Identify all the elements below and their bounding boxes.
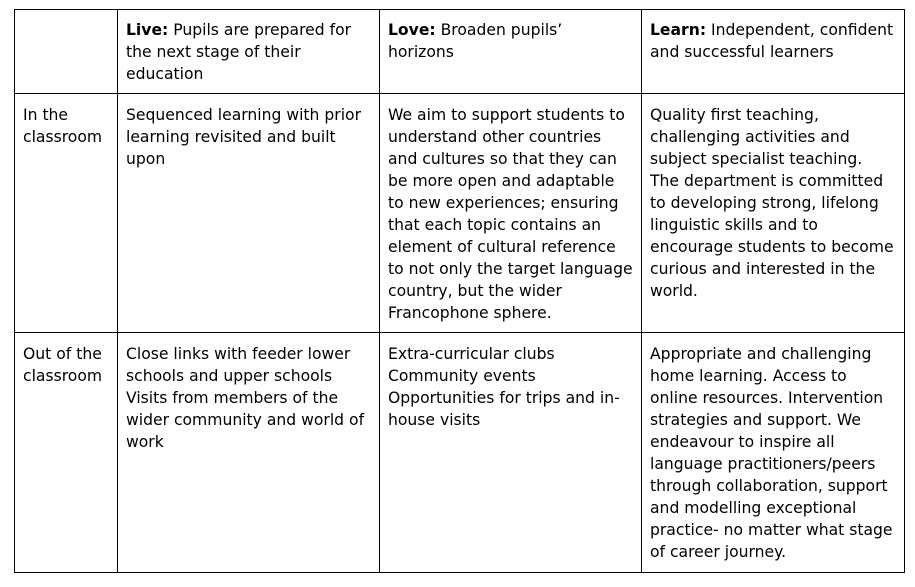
cell-text: Sequenced learning with prior learning revisited and built upon (126, 106, 361, 168)
cell-out-of-classroom-love (380, 333, 642, 573)
header-cell-empty (15, 10, 118, 94)
cell-in-classroom-love (380, 94, 642, 333)
cell-out-of-classroom-learn (642, 333, 905, 573)
cell-in-classroom-learn (642, 94, 905, 333)
header-text-love: Broaden pupils’ horizons (388, 21, 563, 61)
header-text-live: Pupils are prepared for the next stage of their education (126, 21, 352, 83)
cell-text: Close links with feeder lower schools and upper schools (126, 345, 351, 385)
header-cell-learn (642, 10, 905, 94)
header-key-learn: Learn: (650, 21, 707, 39)
cell-text: Community events (388, 367, 536, 385)
curriculum-table (14, 9, 905, 573)
cell-text: Appropriate and challenging home learning. Access to online resources. Intervention strategies and support. We endeavour to inspire all language practitioners/peers through collaboration, support and modelling exceptional practice- no matter what stage of career journey. (650, 345, 893, 561)
header-key-love: Love: (388, 21, 436, 39)
table-row-in-classroom (15, 94, 905, 333)
cell-in-classroom-live (118, 94, 380, 333)
cell-text: Quality first teaching, challenging activities and subject specialist teaching. The department is committed to developing strong, lifelong linguistic skills and to encourage students to become curious and interested in the world. (650, 106, 894, 300)
header-cell-love (380, 10, 642, 94)
header-key-live: Live: (126, 21, 169, 39)
cell-text: Visits from members of the wider community and world of work (126, 389, 365, 451)
cell-out-of-classroom-live (118, 333, 380, 573)
header-row (15, 10, 905, 94)
cell-text: We aim to support students to understand other countries and cultures so that they can be more open and adaptable to new experiences; ensuring that each topic contains an element of cultural reference to not only the target language country, but the wider Francophone sphere. (388, 106, 633, 322)
row-label-out-of-classroom: Out of the classroom (15, 333, 118, 573)
header-cell-live (118, 10, 380, 94)
row-label-in-classroom: In the classroom (15, 94, 118, 333)
cell-text: Opportunities for trips and in-house visits (388, 389, 620, 429)
header-text-learn: Independent, confident and successful learners (650, 21, 894, 61)
table-row-out-of-classroom (15, 333, 905, 573)
cell-text: Extra-curricular clubs (388, 345, 555, 363)
